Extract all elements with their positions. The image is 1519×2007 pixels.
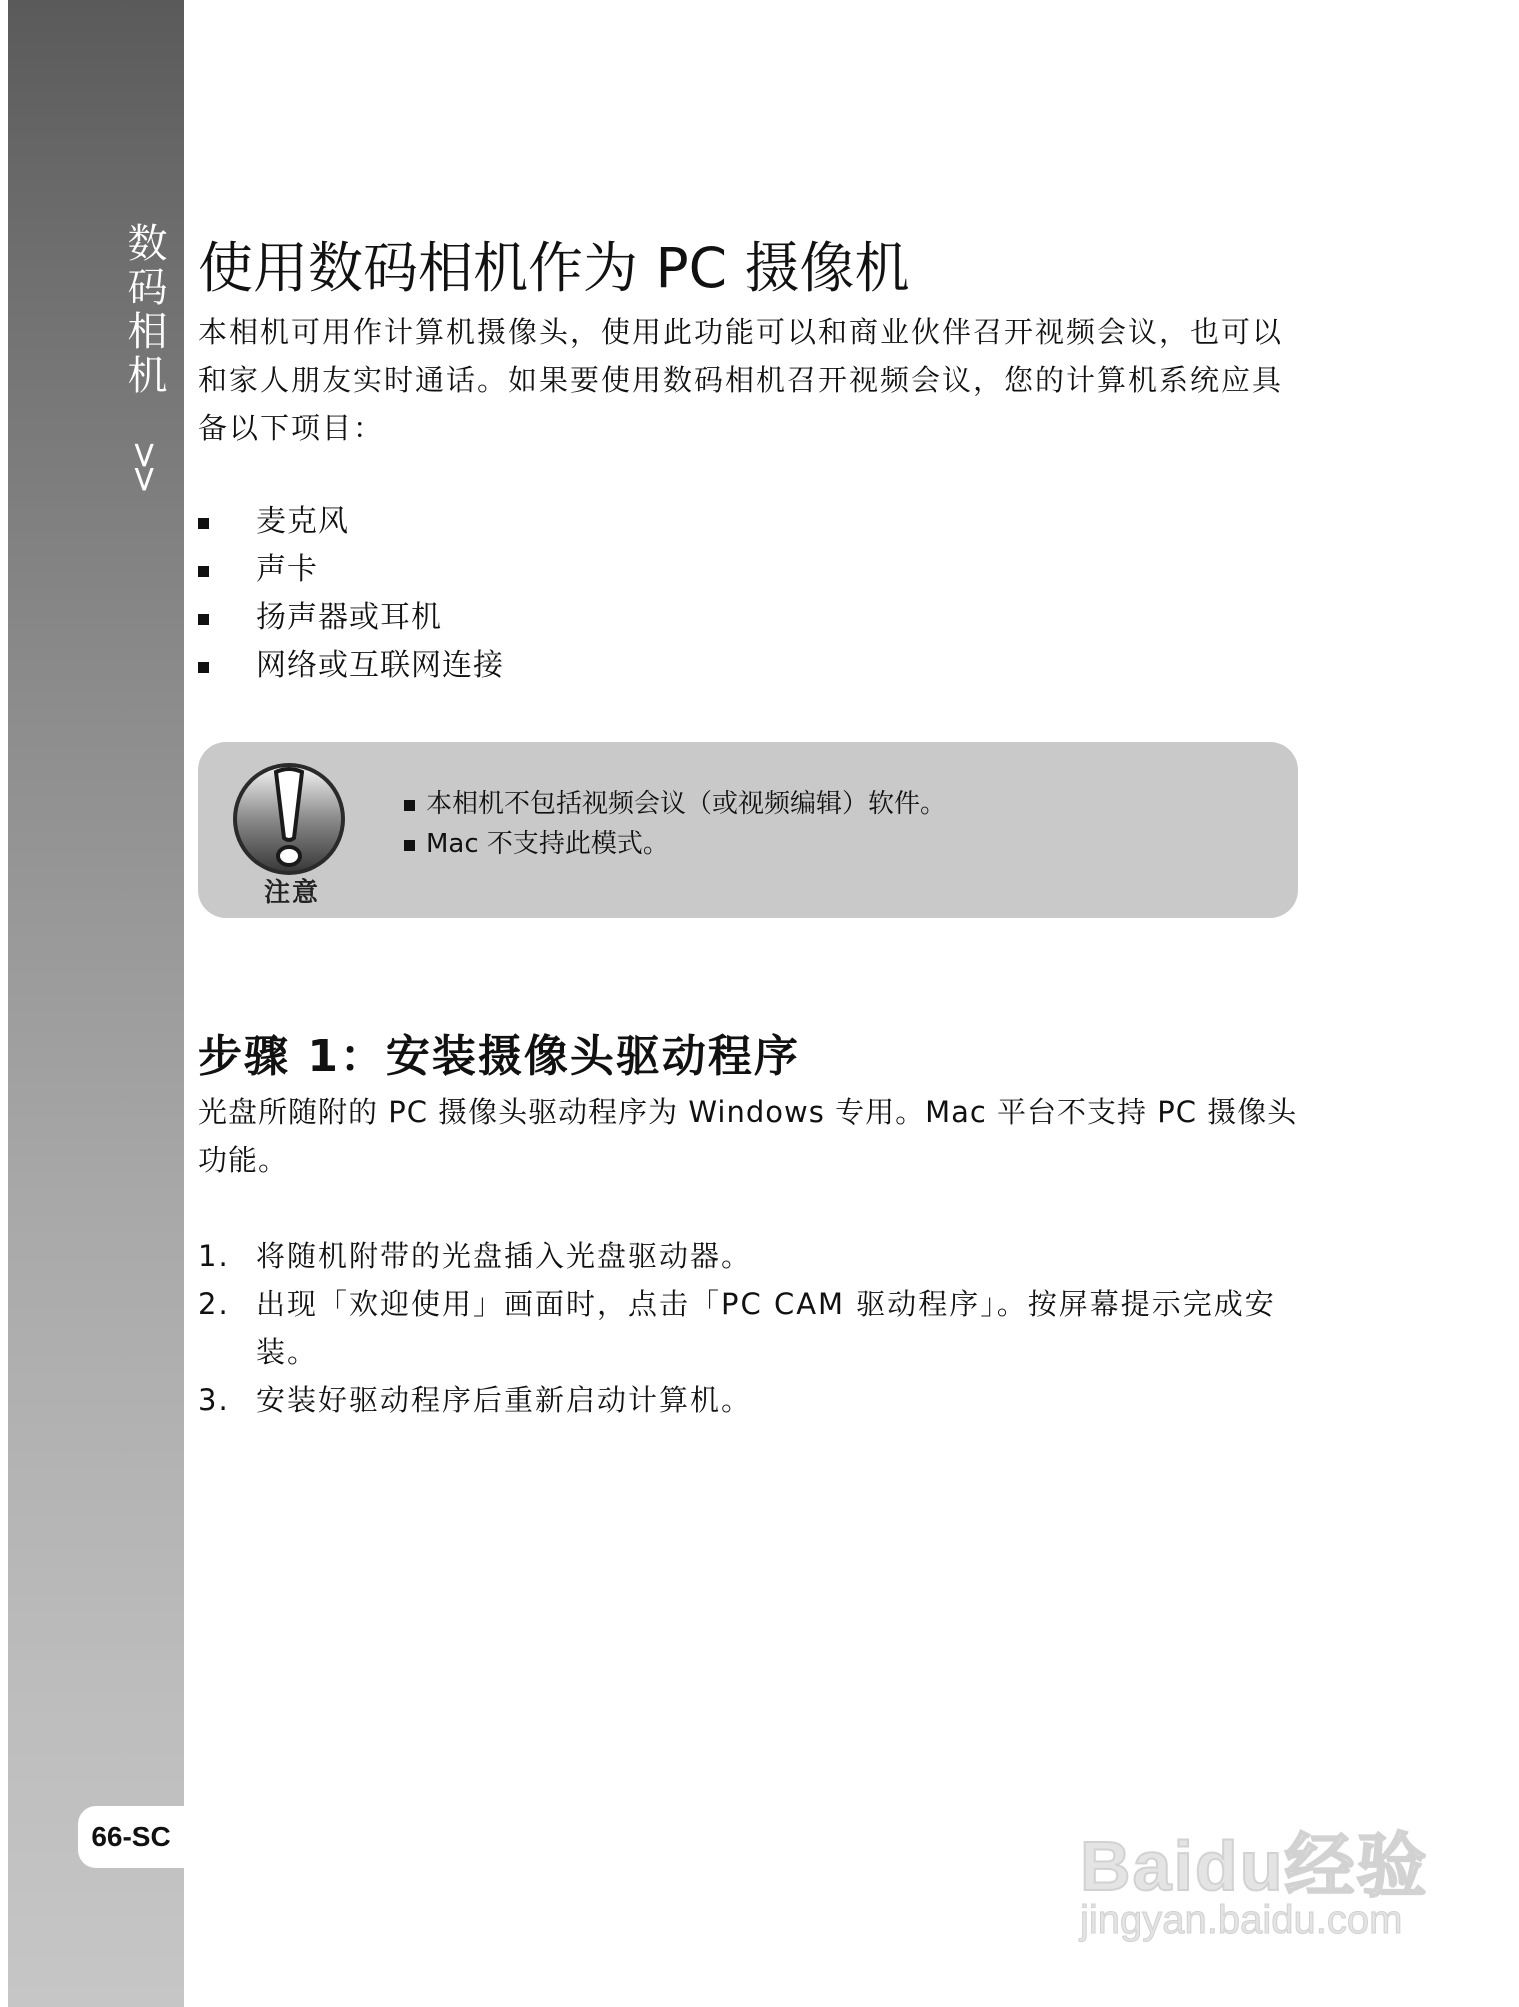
baidu-watermark: [1080, 1780, 1440, 1960]
requirements-list: [198, 498, 504, 690]
step-number: 1.: [198, 1239, 230, 1273]
step-description: 光盘所随附的 PC 摄像头驱动程序为 Windows 专用。Mac 平台不支持 PC 摄像头功能。: [198, 1095, 1298, 1177]
list-item: Mac 不支持此模式。: [404, 824, 946, 864]
bullet-icon: [198, 566, 209, 577]
chevron-right-icon: >>: [124, 440, 165, 489]
step-text: 出现「欢迎使用」画面时，点击「PC CAM 驱动程序」。按屏幕提示完成安装。: [256, 1287, 1276, 1369]
page-title: 使用数码相机作为 PC 摄像机: [198, 236, 910, 300]
watermark-brand: Baidu经验: [1080, 1827, 1429, 1905]
bullet-icon: [198, 614, 209, 625]
note-box: [198, 742, 1298, 918]
list-item: 声卡: [198, 546, 504, 594]
bullet-icon: [404, 800, 415, 811]
list-item: [198, 1280, 1298, 1376]
step-text: 安装好驱动程序后重新启动计算机。: [256, 1383, 753, 1417]
list-item: 扬声器或耳机: [198, 594, 504, 642]
bullet-icon: [198, 518, 209, 529]
list-item: [198, 1376, 1298, 1424]
page-number: 66-SC: [78, 1806, 184, 1868]
step-heading: 步骤 1：安装摄像头驱动程序: [198, 1031, 800, 1082]
list-item: 麦克风: [198, 498, 504, 546]
step-text: 将随机附带的光盘插入光盘驱动器。: [256, 1239, 753, 1273]
bullet-icon: [198, 662, 209, 673]
watermark-url: jingyan.baidu.com: [1080, 1898, 1403, 1942]
list-item: 网络或互联网连接: [198, 642, 504, 690]
chapter-sidebar: [8, 0, 184, 2007]
intro-paragraph: 本相机可用作计算机摄像头，使用此功能可以和商业伙伴召开视频会议，也可以和家人朋友实时通话。如果要使用数码相机召开视频会议，您的计算机系统应具备以下项目：: [198, 315, 1284, 445]
note-list: [404, 784, 946, 864]
note-caption: 注意: [264, 878, 321, 908]
list-item: [198, 1232, 1298, 1280]
chapter-label: 数码相机: [121, 222, 167, 398]
step-number: 2.: [198, 1287, 230, 1321]
warning-icon: [230, 760, 348, 878]
bullet-icon: [404, 840, 415, 851]
step-number: 3.: [198, 1383, 230, 1417]
list-item: 本相机不包括视频会议（或视频编辑）软件。: [404, 784, 946, 824]
install-steps: [198, 1232, 1298, 1424]
